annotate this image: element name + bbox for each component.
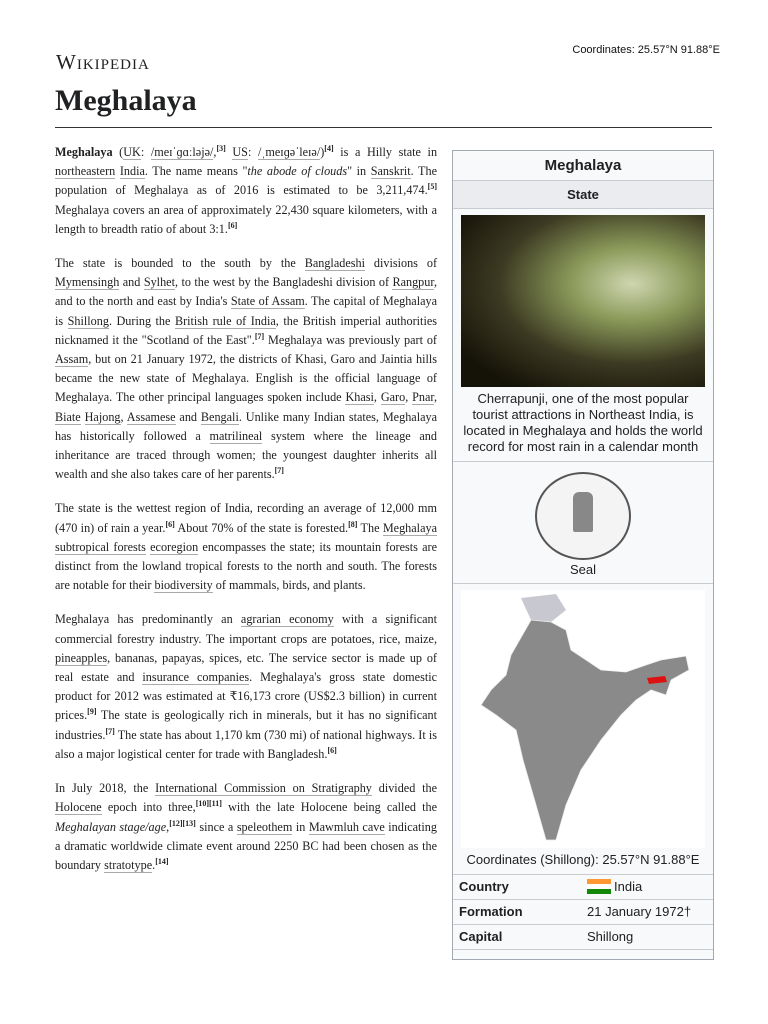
citation-link[interactable]: [6]	[165, 519, 175, 529]
text: The state is geologically rich in minerals, but it has no significant industries.	[55, 708, 437, 742]
infobox-row	[453, 875, 713, 900]
text: , bananas, papayas, spices, etc. The service sector is made up of real estate and	[55, 650, 437, 685]
citation-link[interactable]: [8]	[348, 519, 358, 529]
infobox-label: Formation	[459, 904, 523, 919]
wiki-link[interactable]: Hajong	[84, 409, 121, 424]
text: epoch into three,	[101, 800, 196, 815]
text: with the late Holocene being called the	[221, 800, 438, 815]
paragraph	[55, 143, 437, 239]
citation-link[interactable]: [10][11]	[195, 799, 222, 809]
text: and	[175, 409, 201, 424]
wiki-link[interactable]: northeastern	[55, 164, 116, 179]
paragraph	[55, 610, 437, 764]
map-kashmir	[521, 594, 566, 622]
wiki-link[interactable]: ecoregion	[150, 539, 199, 554]
text: , the British imperial authorities nicknamed it the "Scotland of the East".	[55, 313, 437, 347]
citation-link[interactable]: [7]	[274, 466, 284, 476]
wiki-link[interactable]: UK	[123, 145, 141, 159]
infobox-label: Country	[459, 879, 509, 894]
seal-caption: Seal	[453, 560, 713, 584]
paragraph	[55, 779, 437, 875]
india-flag-icon	[587, 879, 611, 894]
emblem-icon	[573, 492, 593, 532]
wiki-link[interactable]: India	[119, 164, 145, 179]
text: since a	[195, 819, 237, 834]
wiki-link[interactable]: Bengali	[200, 409, 239, 424]
text: In July 2018, the	[55, 781, 156, 796]
wiki-link[interactable]: Khasi	[345, 390, 374, 405]
text: . Unlike many Indian states, Meghalaya has historically followed a	[55, 409, 437, 443]
infobox-value-text: 21 January 1972†	[587, 904, 692, 919]
infobox-value-text[interactable]: India	[614, 879, 643, 894]
paragraph	[55, 499, 437, 595]
text: The state is the wettest region of India, recording an average of 12,000 mm (470 in) of rain a year.	[55, 501, 437, 535]
text: Meghalaya covers an area of approximately 22,430 square kilometers, with a length to breadth ratio of about 3:1.	[55, 202, 437, 236]
text: , and to the north and east by India's	[55, 275, 437, 309]
text: divided the	[371, 781, 438, 796]
infobox-value	[587, 904, 691, 920]
wiki-link[interactable]: International Commission on Stratigraphy	[155, 781, 372, 796]
text: The state is bounded to the south by the	[55, 256, 305, 271]
text: The	[357, 520, 383, 535]
map-caption: Coordinates (Shillong): 25.57°N 91.88°E	[453, 848, 713, 875]
text: divisions of	[364, 256, 438, 271]
text: .	[152, 857, 156, 872]
photo-caption: Cherrapunji, one of the most popular tourist attractions in Northeast India, is located in Meghalaya and holds the world record for most rain in a calendar month	[453, 387, 713, 462]
text: . The population of Meghalaya as of 2016 is estimated to be 3,211,474.	[55, 164, 437, 198]
wiki-link[interactable]: Biate	[55, 409, 81, 424]
text: is a Hilly state in	[333, 145, 438, 159]
infobox	[452, 150, 714, 960]
infobox-row	[453, 900, 713, 925]
text: ,	[433, 390, 438, 405]
text: in	[292, 819, 309, 834]
bold-text: Meghalaya	[55, 145, 113, 159]
text: :	[247, 145, 258, 159]
text: . During the	[108, 313, 175, 328]
infobox-label: Capital	[459, 929, 503, 944]
text: Meghalaya has predominantly an	[55, 612, 241, 627]
wiki-link[interactable]: speleothem	[236, 819, 293, 834]
text: . Meghalaya's gross state domestic product for 2012 was estimated at ₹16,173 crore (US$2.3 billion) in current prices.	[55, 670, 437, 723]
infobox-value	[587, 879, 642, 895]
wiki-link[interactable]: stratotype	[104, 857, 153, 872]
text: ,	[373, 390, 381, 405]
text: system where the lineage and inheritance are traced through women; the youngest daughter inherits all wealth and she also takes care of her parents.	[55, 428, 437, 482]
wiki-link[interactable]: Shillong	[67, 313, 109, 328]
wiki-link[interactable]: State of Assam	[230, 294, 305, 309]
citation-link[interactable]: [14]	[155, 856, 169, 866]
article-body	[55, 143, 437, 890]
citation-link[interactable]: [4]	[324, 143, 334, 153]
citation-link[interactable]: [3]	[216, 143, 226, 153]
citation-link[interactable]: [7]	[254, 331, 265, 341]
wiki-link[interactable]: British rule of India	[174, 313, 276, 328]
text: . The capital of Meghalaya is	[55, 294, 437, 328]
text: " in	[347, 164, 371, 179]
text: encompasses the state; its mountain forests are distinct from the lowland tropical forests to the north and south. The forests are notable for their	[55, 539, 437, 593]
paragraph	[55, 254, 437, 484]
cherrapunji-photo[interactable]	[461, 215, 705, 387]
text: with a significant commercial forestry industry. The important crops are potatoes, rice, maize,	[55, 612, 438, 646]
text: Meghalaya was previously part of	[264, 332, 437, 347]
italic-text: the abode of clouds	[247, 164, 348, 179]
infobox-value	[587, 929, 633, 945]
text: About 70% of the state is forested.	[174, 520, 349, 535]
text: ,	[120, 409, 127, 424]
text: (	[112, 145, 124, 159]
wiki-link[interactable]: Sanskrit	[370, 164, 411, 179]
wikipedia-logo[interactable]: Wikipedia	[56, 50, 150, 74]
citation-link[interactable]: [12][13]	[169, 818, 196, 828]
citation-link[interactable]: [9]	[87, 707, 97, 717]
text: , but on 21 January 1972, the districts of Khasi, Garo and Jaintia hills became the new state of Meghalaya. English is the official language of Meghalaya. The other principal languages spoken include	[55, 352, 437, 405]
page-title: Meghalaya	[55, 84, 197, 117]
wiki-link[interactable]: Assamese	[126, 409, 176, 424]
wiki-link[interactable]: US	[232, 145, 248, 159]
wiki-link[interactable]: Garo	[380, 390, 406, 405]
text: ,	[166, 819, 170, 834]
wiki-link[interactable]: Rangpur	[392, 275, 434, 290]
text: ,	[213, 145, 217, 159]
text: The state has about 1,170 km (730 mi) of national highways. It is also a major logistical center for trade with Bangladesh.	[55, 727, 437, 761]
wiki-link[interactable]: pineapples	[55, 650, 108, 665]
wiki-link[interactable]: Assam	[55, 352, 89, 367]
wiki-link[interactable]: Sylhet	[143, 275, 175, 290]
wiki-link[interactable]: biodiversity	[154, 578, 213, 593]
infobox-subtitle: State	[453, 181, 713, 209]
text: :	[140, 145, 151, 159]
citation-link[interactable]: [7]	[105, 726, 115, 736]
text: , to the west by the Bangladeshi division of	[174, 275, 393, 290]
wiki-link[interactable]: matrilineal	[209, 428, 263, 443]
wiki-link[interactable]: agrarian economy	[240, 612, 334, 627]
seal-image[interactable]	[535, 472, 631, 560]
wiki-link[interactable]: Holocene	[55, 800, 102, 815]
citation-link[interactable]: [6]	[227, 220, 238, 230]
wiki-link[interactable]: Meghalaya subtropical forests	[55, 520, 437, 554]
wiki-link[interactable]: insurance companies	[142, 670, 250, 685]
coordinates: Coordinates: 25.57°N 91.88°E	[572, 44, 720, 56]
wiki-link[interactable]: /ˌmeɪɡəˈleɪə/	[257, 145, 321, 159]
citation-link[interactable]: [6]	[327, 745, 337, 755]
title-divider	[55, 127, 712, 128]
text: and	[119, 275, 144, 290]
wiki-link[interactable]: /meɪˈɡɑːləjə/	[150, 145, 214, 159]
infobox-value-text[interactable]: Shillong	[587, 929, 634, 944]
text: indicating a dramatic worldwide climate event around 2250 BC had been chosen as the boundary	[55, 819, 437, 872]
wiki-link[interactable]: Bangladeshi	[304, 256, 365, 271]
wiki-link[interactable]: Pnar	[412, 390, 434, 405]
text: . The name means "	[144, 164, 248, 179]
italic-text: Meghalayan stage/age	[55, 819, 167, 834]
wiki-link[interactable]: Mymensingh	[55, 275, 120, 290]
india-locator-map[interactable]	[461, 590, 705, 848]
text: of mammals, birds, and plants.	[212, 578, 366, 593]
infobox-title: Meghalaya	[453, 151, 713, 181]
wiki-link[interactable]: Mawmluh cave	[308, 819, 385, 834]
text: ,	[405, 390, 413, 405]
map-india	[481, 620, 689, 840]
infobox-row	[453, 925, 713, 950]
citation-link[interactable]: [5]	[427, 182, 437, 192]
text: )	[320, 145, 325, 159]
